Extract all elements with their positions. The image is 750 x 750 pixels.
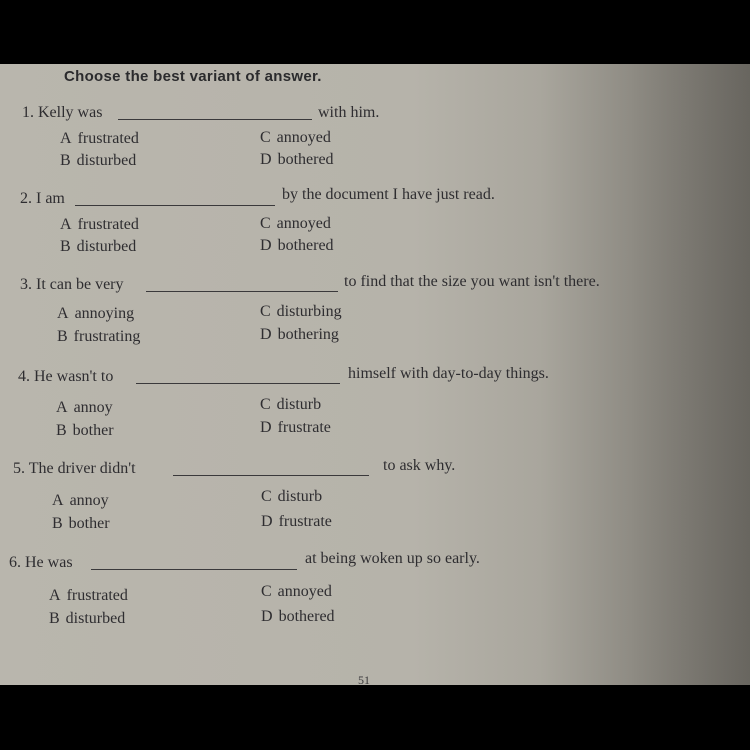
question-1 xyxy=(22,104,522,179)
option-d[interactable]: D bothered xyxy=(261,608,335,625)
question-tail: at being woken up so early. xyxy=(305,550,480,567)
option-c[interactable]: C annoyed xyxy=(260,129,331,146)
question-stem: 4. He wasn't to xyxy=(18,368,114,385)
question-tail: with him. xyxy=(318,104,380,121)
option-c[interactable]: C disturb xyxy=(260,396,322,413)
option-a[interactable]: A annoying xyxy=(57,305,135,322)
option-a[interactable]: A frustrated xyxy=(60,216,139,233)
page-title: Choose the best variant of answer. xyxy=(64,68,322,85)
question-3 xyxy=(20,273,700,351)
question-2 xyxy=(20,186,580,265)
option-c[interactable]: C annoyed xyxy=(260,215,331,232)
question-tail: by the document I have just read. xyxy=(282,186,495,203)
page-shadow xyxy=(630,64,750,685)
question-tail: to find that the size you want isn't there. xyxy=(344,273,600,290)
question-stem: 6. He was xyxy=(9,554,73,571)
question-stem: 5. The driver didn't xyxy=(13,460,136,477)
option-b[interactable]: B bother xyxy=(56,422,114,439)
question-stem: 3. It can be very xyxy=(20,276,124,293)
option-d[interactable]: D frustrate xyxy=(260,419,331,436)
question-stem: 2. I am xyxy=(20,190,65,207)
answer-blank[interactable] xyxy=(173,475,369,476)
option-d[interactable]: D bothered xyxy=(260,237,334,254)
option-a[interactable]: A annoy xyxy=(56,399,113,416)
worksheet-photo xyxy=(0,64,750,685)
option-a[interactable]: A frustrated xyxy=(49,587,128,604)
option-c[interactable]: C disturb xyxy=(261,488,323,505)
option-d[interactable]: D bothering xyxy=(260,326,339,343)
option-b[interactable]: B disturbed xyxy=(60,238,137,255)
answer-blank[interactable] xyxy=(136,383,340,384)
answer-blank[interactable] xyxy=(91,569,297,570)
option-c[interactable]: C disturbing xyxy=(260,303,342,320)
question-tail: to ask why. xyxy=(383,457,456,474)
option-a[interactable]: A frustrated xyxy=(60,130,139,147)
option-d[interactable]: D frustrate xyxy=(261,513,332,530)
question-5 xyxy=(13,457,573,538)
option-d[interactable]: D bothered xyxy=(260,151,334,168)
question-tail: himself with day-to-day things. xyxy=(348,365,549,382)
page-number: 51 xyxy=(358,673,370,685)
answer-blank[interactable] xyxy=(118,119,312,120)
answer-blank[interactable] xyxy=(146,291,338,292)
answer-blank[interactable] xyxy=(75,205,275,206)
question-4 xyxy=(18,365,638,443)
question-6 xyxy=(9,550,569,634)
option-b[interactable]: B disturbed xyxy=(60,152,137,169)
option-b[interactable]: B frustrating xyxy=(57,328,141,345)
option-b[interactable]: B disturbed xyxy=(49,610,126,627)
question-stem: 1. Kelly was xyxy=(22,104,103,121)
option-a[interactable]: A annoy xyxy=(52,492,109,509)
option-b[interactable]: B bother xyxy=(52,515,110,532)
option-c[interactable]: C annoyed xyxy=(261,583,332,600)
